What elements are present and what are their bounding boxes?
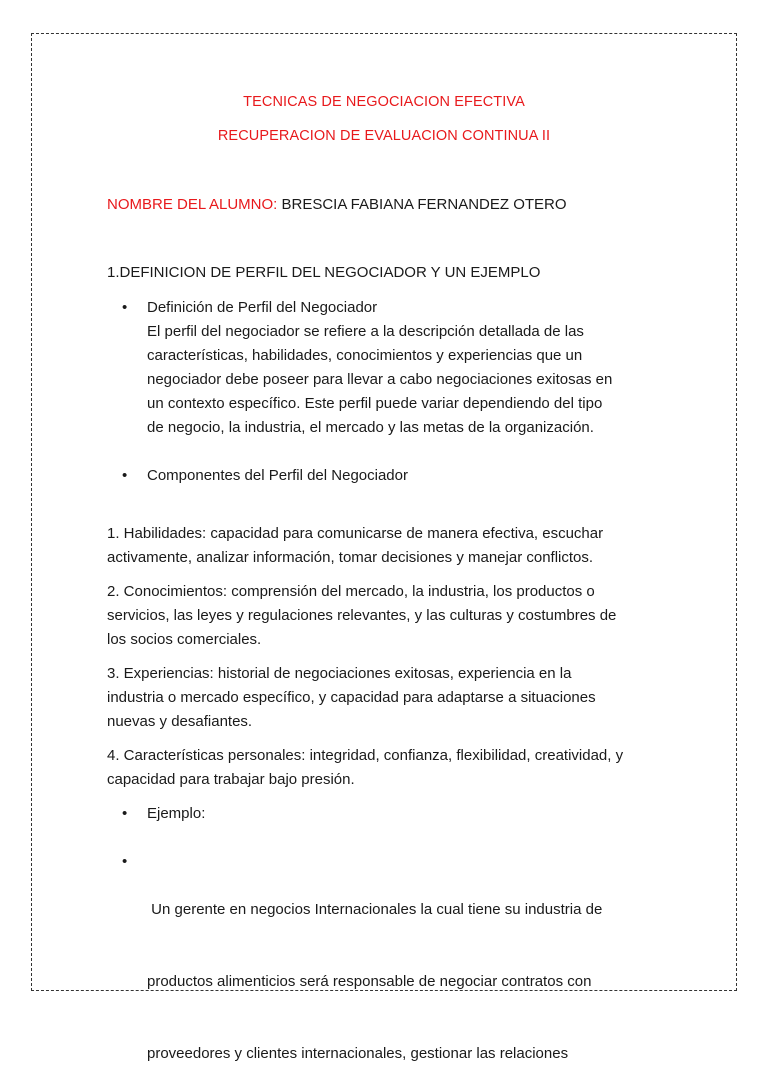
bullet-title: Componentes del Perfil del Negociador xyxy=(147,467,408,484)
paragraph-line: un contexto específico. Este perfil puede variar dependiendo del tipo xyxy=(147,395,603,412)
list-item-line: industria o mercado específico, y capacidad para adaptarse a situaciones xyxy=(107,689,596,706)
paragraph-line: El perfil del negociador se refiere a la descripción detallada de las xyxy=(147,323,584,340)
list-item-line: 3. Experiencias: historial de negociaciones exitosas, experiencia en la xyxy=(107,665,572,682)
document-title: TECNICAS DE NEGOCIACION EFECTIVA xyxy=(243,94,525,110)
list-item-conocimientos xyxy=(107,580,677,652)
bullet-icon: • xyxy=(122,467,128,484)
document-subtitle: RECUPERACION DE EVALUACION CONTINUA II xyxy=(217,128,551,144)
list-item-line: los socios comerciales. xyxy=(107,631,262,648)
list-item-line: capacidad para trabajar bajo presión. xyxy=(107,771,355,788)
paragraph-line: negociador debe poseer para llevar a cabo negociaciones exitosas en xyxy=(147,371,613,388)
section-heading: 1.DEFINICION DE PERFIL DEL NEGOCIADOR Y UN EJEMPLO xyxy=(107,264,541,281)
paragraph-line: productos alimenticios será responsable de negociar contratos con xyxy=(147,973,592,990)
list-item-caracteristicas xyxy=(107,744,677,792)
list-item-line: nuevas y desafiantes. xyxy=(107,713,253,730)
paragraph-line: características, habilidades, conocimientos y experiencias que un xyxy=(147,347,583,364)
list-item-line: 1. Habilidades: capacidad para comunicarse de manera efectiva, escuchar xyxy=(107,525,604,542)
list-item-line: activamente, analizar información, tomar decisiones y manejar conflictos. xyxy=(107,549,594,566)
list-item-line: 4. Características personales: integridad, confianza, flexibilidad, creatividad, y xyxy=(107,747,624,764)
paragraph-line: proveedores y clientes internacionales, gestionar las relaciones xyxy=(147,1045,569,1062)
list-item-line: 2. Conocimientos: comprensión del mercado, la industria, los productos o xyxy=(107,583,595,600)
student-info xyxy=(107,196,567,213)
paragraph-line: Un gerente en negocios Internacionales la cual tiene su industria de xyxy=(147,901,603,918)
student-name: BRESCIA FABIANA FERNANDEZ OTERO xyxy=(281,196,567,213)
list-item-experiencias xyxy=(107,662,677,734)
page-border xyxy=(31,33,737,991)
bullet-title: Ejemplo: xyxy=(147,805,206,822)
student-label: NOMBRE DEL ALUMNO: xyxy=(107,196,278,213)
list-item-habilidades xyxy=(107,522,677,570)
definition-paragraph xyxy=(147,320,687,440)
bullet-title: Definición de Perfil del Negociador xyxy=(147,299,378,316)
paragraph-line: de negocio, la industria, el mercado y las metas de la organización. xyxy=(147,419,594,436)
bullet-icon: • xyxy=(122,853,128,870)
list-item-line: servicios, las leyes y regulaciones relevantes, y las culturas y costumbres de xyxy=(107,607,617,624)
bullet-icon: • xyxy=(122,805,128,822)
bullet-icon: • xyxy=(122,299,128,316)
example-paragraph xyxy=(147,850,687,1090)
